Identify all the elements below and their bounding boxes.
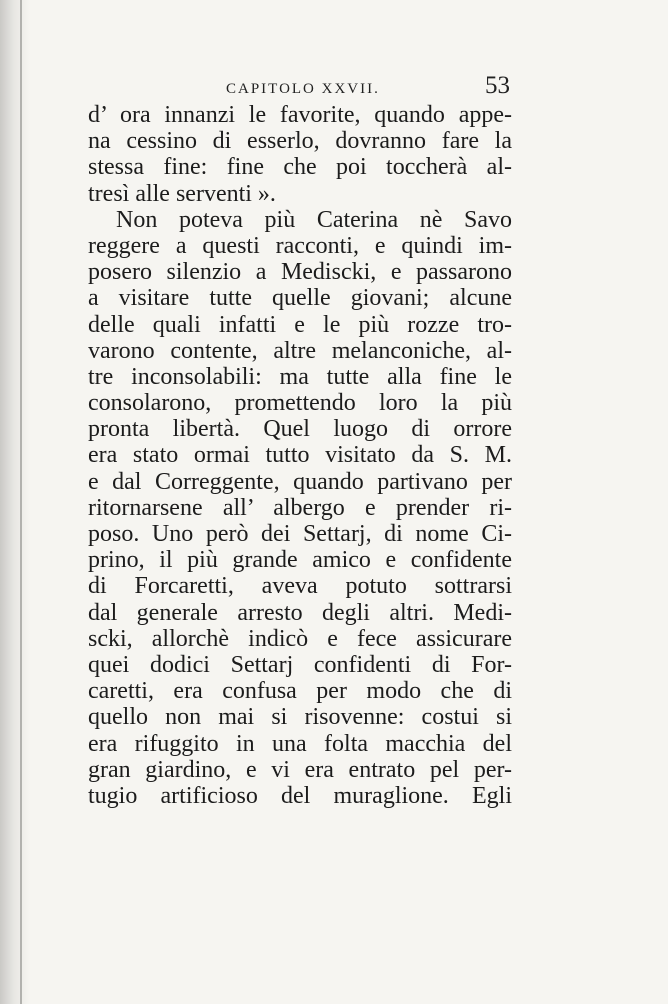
text-line: stessa fine: fine che poi toccherà al-	[88, 154, 512, 181]
body-text	[88, 102, 512, 809]
text-line: na cessino di esserlo, dovranno fare la	[88, 128, 512, 155]
text-line: a visitare tutte quelle giovani; alcune	[88, 285, 512, 312]
text-line: pronta libertà. Quel luogo di orrore	[88, 416, 512, 443]
text-line: varono contente, altre melanconiche, al-	[88, 337, 512, 364]
text-line: quello non mai si risovenne: costui si	[88, 704, 512, 731]
text-line: consolarono, promettendo loro la più	[88, 390, 512, 417]
text-line: ritornarsene all’ albergo e prender ri-	[88, 494, 512, 521]
text-line: e dal Correggente, quando partivano per	[88, 468, 512, 495]
text-line: prino, il più grande amico e confidente	[88, 547, 512, 574]
text-line: era rifuggito in una folta macchia del	[88, 730, 512, 757]
running-head: CAPITOLO XXVII.	[226, 81, 380, 97]
text-line: dal generale arresto degli altri. Medi-	[88, 599, 512, 626]
text-line: gran giardino, e vi era entrato pel per-	[88, 756, 512, 783]
text-line: caretti, era confusa per modo che di	[88, 678, 512, 705]
text-line: scki, allorchè indicò e fece assicurare	[88, 625, 512, 652]
text-line: tresì alle serventi ».	[88, 180, 276, 207]
page-number: 53	[485, 72, 510, 99]
text-line: di Forcaretti, aveva potuto sottrarsi	[88, 573, 512, 600]
text-line: poso. Uno però dei Settarj, di nome Ci-	[88, 521, 512, 547]
text-line: d’ ora innanzi le favorite, quando appe-	[88, 102, 512, 128]
text-line: delle quali infatti e le più rozze tro-	[88, 311, 512, 338]
text-line: tre inconsolabili: ma tutte alla fine le	[88, 363, 512, 390]
paragraph-start-line: Non poteva più Caterina nè Savo	[116, 206, 512, 233]
text-line: tugio artificioso del muraglione. Egli	[88, 782, 512, 809]
text-line: reggere a questi racconti, e quindi im-	[88, 232, 512, 259]
binding-gutter	[20, 0, 22, 1004]
text-line: era stato ormai tutto visitato da S. M.	[88, 442, 512, 469]
text-line: posero silenzio a Mediscki, e passarono	[88, 259, 512, 286]
page-header	[226, 72, 510, 102]
text-line: quei dodici Settarj confidenti di For-	[88, 651, 512, 678]
